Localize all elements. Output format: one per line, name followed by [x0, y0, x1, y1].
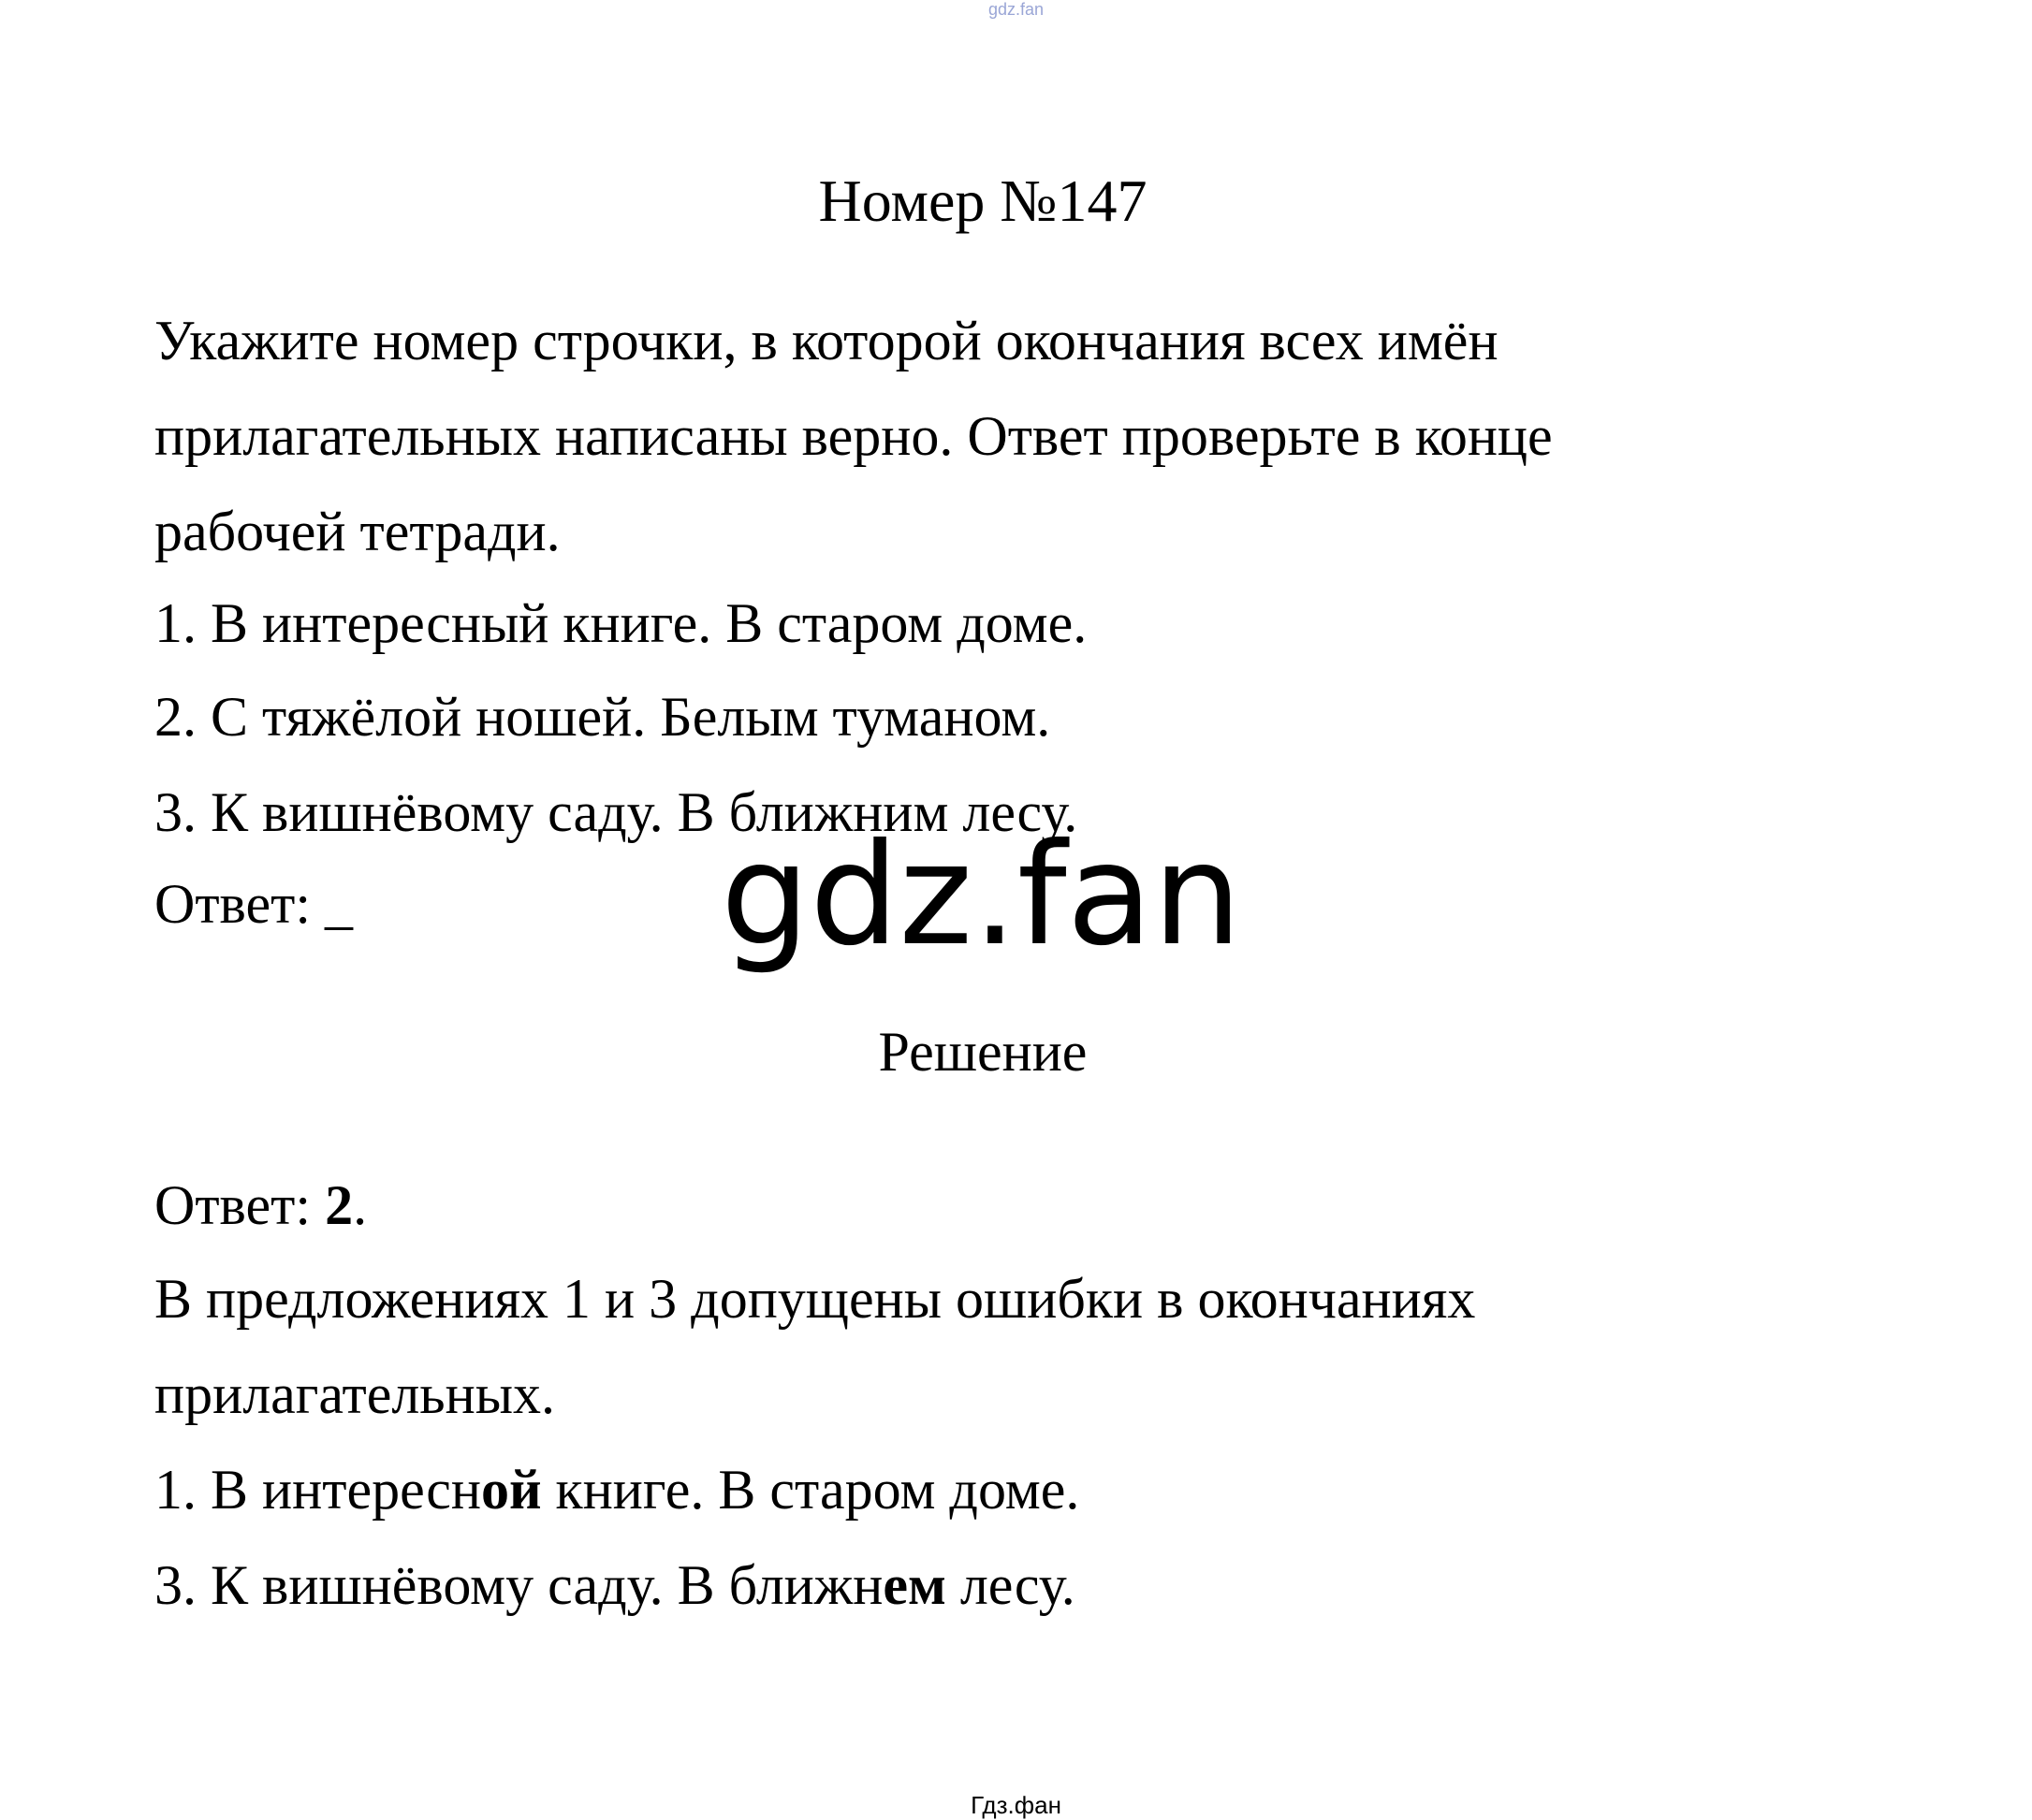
- correction-3: [154, 1551, 1075, 1619]
- correction-1-ending: ой: [480, 1459, 542, 1521]
- correction-1-before: 1. В интересн: [154, 1459, 481, 1521]
- task-line-1: Укажите номер строчки, в которой окончания всех имён: [154, 310, 1498, 371]
- solution-answer-value: 2: [325, 1174, 354, 1236]
- task-line-3: рабочей тетради.: [154, 501, 561, 562]
- correction-3-before: 3. К вишнёвому саду. В ближн: [154, 1554, 884, 1616]
- solution-answer: [154, 1172, 367, 1239]
- explanation-line-2: прилагательных.: [154, 1363, 556, 1425]
- solution-answer-prefix: Ответ:: [154, 1174, 326, 1236]
- correction-1: [154, 1456, 1079, 1523]
- task-line-2: прилагательных написаны верно. Ответ проверьте в конце: [154, 405, 1553, 467]
- solution-answer-suffix: .: [353, 1174, 368, 1236]
- footer-watermark: Гдз.фан: [971, 1791, 1061, 1819]
- page-title: Номер №147: [818, 167, 1148, 234]
- correction-1-after: книге. В старом доме.: [541, 1459, 1080, 1521]
- correction-3-ending: ем: [883, 1554, 946, 1616]
- option-3: 3. К вишнёвому саду. В ближним лесу.: [154, 781, 1078, 843]
- top-watermark: gdz.fan: [987, 0, 1045, 19]
- answer-blank: Ответ: _: [154, 873, 354, 935]
- option-2: 2. С тяжёлой ношей. Белым туманом.: [154, 686, 1051, 748]
- big-watermark: gdz.fan: [721, 814, 1242, 977]
- explanation-line-1: В предложениях 1 и 3 допущены ошибки в окончаниях: [154, 1268, 1476, 1330]
- solution-heading: Решение: [878, 1021, 1088, 1083]
- option-1: 1. В интересный книге. В старом доме.: [154, 592, 1088, 654]
- correction-3-after: лесу.: [945, 1554, 1075, 1616]
